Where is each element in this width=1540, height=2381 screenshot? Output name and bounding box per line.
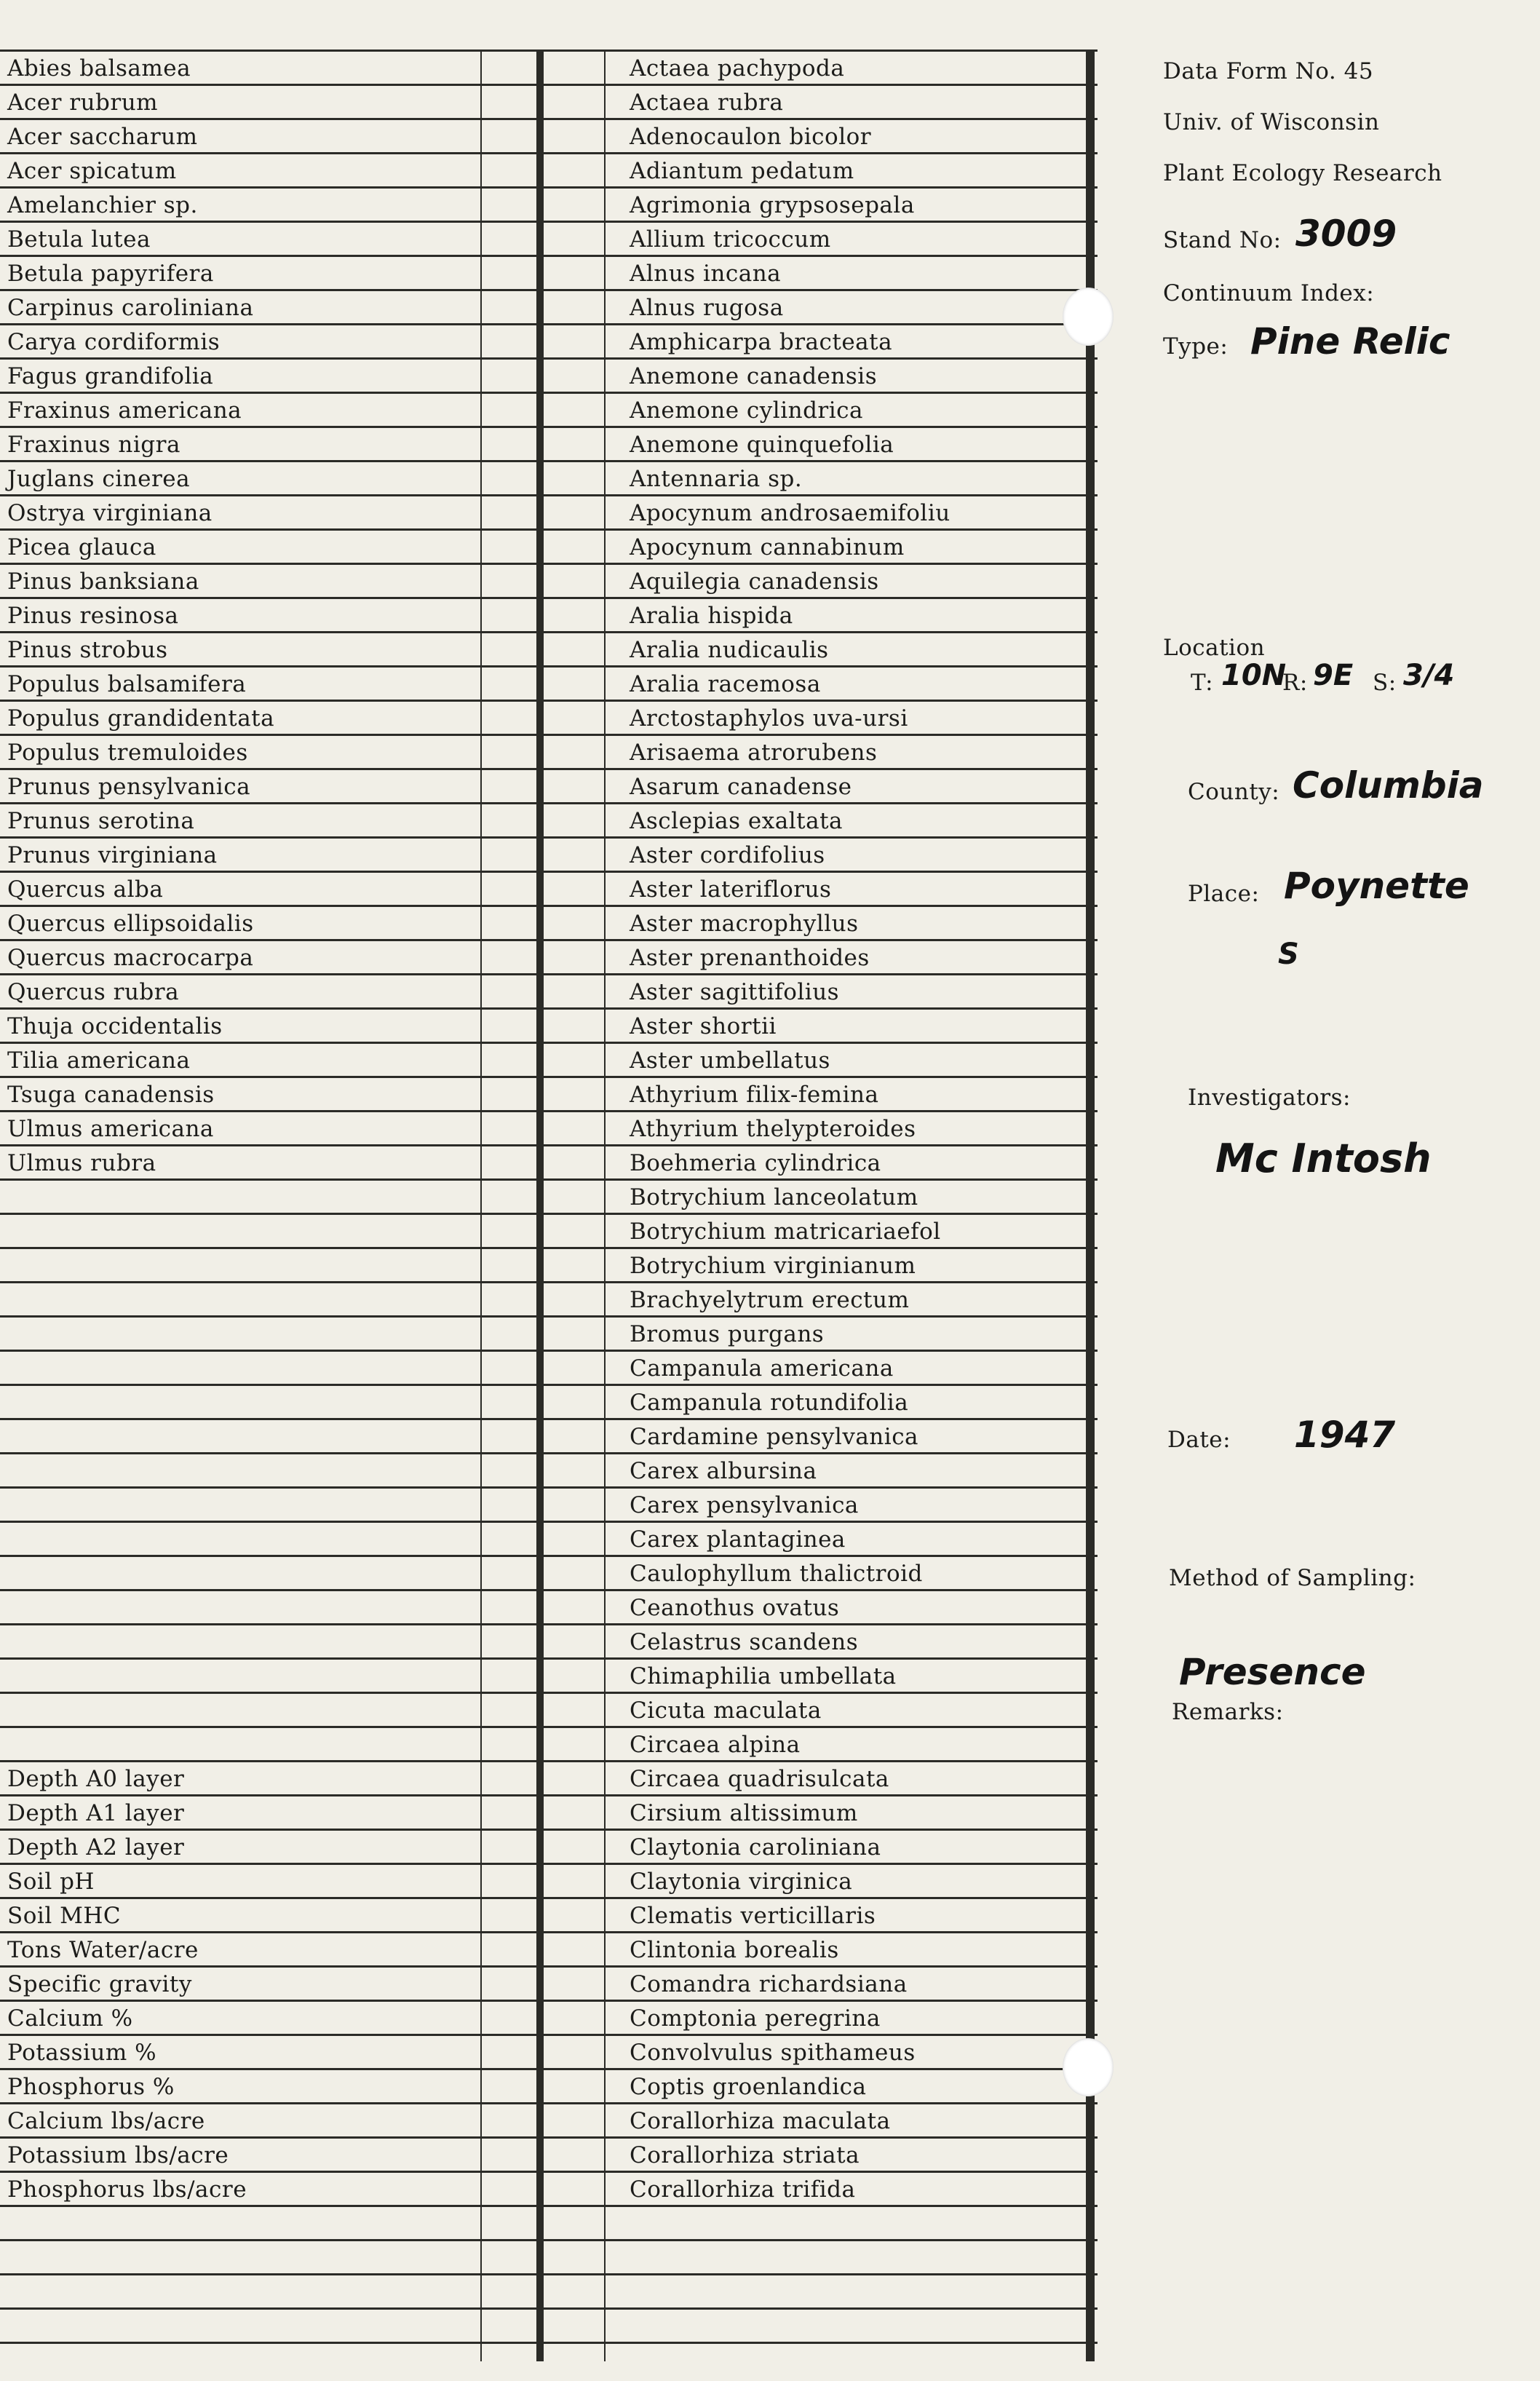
row-rule [0,2102,1098,2104]
species-right-item: Asclepias exaltata [630,808,844,834]
species-left-item: Picea glauca [7,534,156,560]
species-left-item: Tsuga canadensis [7,1082,215,1108]
species-left-item: Quercus ellipsoidalis [7,911,254,937]
species-left-item: Tilia americana [7,1047,191,1074]
row-rule [0,1726,1098,1728]
species-right-item: Carex albursina [630,1458,817,1484]
species-right-item: Aralia racemosa [630,671,821,697]
row-rule [0,221,1098,223]
row-rule [0,1657,1098,1660]
species-left-item: Specific gravity [7,1971,192,1997]
row-rule [0,1178,1098,1181]
species-left-item: Phosphorus % [7,2074,175,2100]
row-rule [0,1110,1098,1112]
row-rule [0,1555,1098,1557]
row-rule [0,460,1098,462]
species-right-item: Anemone cylindrica [630,397,864,424]
row-rule [0,2342,1098,2344]
date-value: 1947 [1294,1414,1396,1456]
species-left-item: Fraxinus americana [7,397,242,424]
species-left-item: Calcium % [7,2005,133,2032]
species-left-item: Quercus macrocarpa [7,945,254,971]
species-right-item: Caulophyllum thalictroid [630,1561,923,1587]
method-value: Presence [1179,1651,1366,1693]
stand-value: 3009 [1295,213,1397,255]
institution: Univ. of Wisconsin [1163,109,1380,135]
row-rule [0,665,1098,667]
species-right-item: Amphicarpa bracteata [630,329,893,355]
species-left-item: Soil MHC [7,1903,122,1929]
row-rule [0,973,1098,975]
species-left-item: Betula papyrifera [7,261,214,287]
species-left-item: Potassium % [7,2040,157,2066]
species-left-item: Populus grandidentata [7,705,275,732]
form-title: Data Form No. 45 [1163,58,1374,84]
row-rule [0,1213,1098,1215]
row-rule [0,1931,1098,1933]
row-rule [0,1486,1098,1489]
species-left-item: Carya cordiformis [7,329,221,355]
binder-hole [1063,288,1114,346]
species-right-item: Anemone canadensis [630,363,878,389]
column-divider-thick [536,49,544,2361]
row-rule [0,939,1098,941]
species-right-item: Aster lateriflorus [630,876,832,903]
species-right-item: Arisaema atrorubens [630,740,878,766]
species-left-item: Tons Water/acre [7,1937,199,1963]
species-left-item: Acer spicatum [7,158,177,184]
place-value-suffix: S [1278,938,1299,971]
species-right-item: Comandra richardsiana [630,1971,908,1997]
row-rule [0,700,1098,702]
species-right-item: Agrimonia grypsosepala [630,192,915,218]
species-right-item: Corallorhiza maculata [630,2108,891,2134]
row-rule [0,2273,1098,2275]
t-value: 10N [1221,659,1287,692]
species-left-item: Pinus banksiana [7,568,199,595]
species-right-item: Aralia hispida [630,603,793,629]
row-rule [0,1829,1098,1831]
continuum-label: Continuum Index: [1163,280,1375,306]
remarks-label: Remarks: [1172,1699,1284,1725]
species-left-item: Ulmus americana [7,1116,214,1142]
species-right-item: Aster umbellatus [630,1047,830,1074]
species-left-item: Fraxinus nigra [7,432,180,458]
species-right-item: Athyrium thelypteroides [630,1116,916,1142]
row-rule [0,84,1098,86]
species-right-item: Chimaphilia umbellata [630,1663,897,1689]
species-right-item: Arctostaphylos uva-ursi [630,705,908,732]
species-left-item: Acer rubrum [7,90,159,116]
species-right-item: Apocynum cannabinum [630,534,905,560]
species-left-item: Calcium lbs/acre [7,2108,205,2134]
species-left-item: Prunus virginiana [7,842,218,868]
row-rule [0,255,1098,257]
species-left-item: Quercus alba [7,876,164,903]
row-rule [0,2239,1098,2241]
investigators-value: Mc Intosh [1215,1136,1432,1181]
row-rule [0,836,1098,839]
row-rule [0,1794,1098,1796]
row-rule [0,1452,1098,1454]
county-value: Columbia [1293,764,1484,807]
column-divider-thick [1086,49,1095,2361]
species-right-item: Celastrus scandens [630,1629,859,1655]
location-label: Location [1163,635,1266,661]
row-rule [0,2136,1098,2139]
row-rule [0,528,1098,531]
row-rule [0,1247,1098,1249]
species-right-item: Botrychium virginianum [630,1253,916,1279]
row-rule [0,802,1098,804]
row-rule [0,2034,1098,2036]
species-left-item: Amelanchier sp. [7,192,198,218]
species-right-item: Aster shortii [630,1013,777,1039]
species-right-item: Alnus rugosa [630,295,784,321]
row-rule [0,357,1098,360]
row-rule [0,871,1098,873]
species-right-item: Aster cordifolius [630,842,825,868]
species-left-item: Prunus serotina [7,808,195,834]
department: Plant Ecology Research [1163,160,1442,186]
species-right-item: Aquilegia canadensis [630,568,879,595]
species-right-item: Adiantum pedatum [630,158,854,184]
row-rule [0,1281,1098,1283]
row-rule [0,1007,1098,1010]
species-right-item: Claytonia caroliniana [630,1834,881,1861]
species-right-item: Botrychium matricariaefol [630,1219,941,1245]
species-right-item: Boehmeria cylindrica [630,1150,881,1176]
species-right-item: Brachyelytrum erectum [630,1287,910,1313]
binder-hole [1063,2038,1114,2096]
s-label: S: [1373,670,1397,696]
row-rule [0,905,1098,907]
stand-label: Stand No: [1163,227,1282,253]
species-right-item: Comptonia peregrina [630,2005,881,2032]
species-right-item: Circaea alpina [630,1732,801,1758]
row-rule [0,1692,1098,1694]
investigators-label: Investigators: [1188,1085,1351,1111]
species-right-item: Cicuta maculata [630,1697,822,1724]
species-right-item: Ceanothus ovatus [630,1595,840,1621]
species-left-item: Ostrya virginiana [7,500,213,526]
species-left-item: Quercus rubra [7,979,180,1005]
species-right-item: Claytonia virginica [630,1869,853,1895]
row-rule [0,494,1098,496]
r-label: R: [1282,670,1308,696]
species-left-item: Soil pH [7,1869,95,1895]
species-right-item: Antennaria sp. [630,466,803,492]
row-rule [0,1760,1098,1762]
species-left-item: Prunus pensylvanica [7,774,251,800]
row-rule [0,563,1098,565]
row-rule [0,426,1098,428]
row-rule [0,289,1098,291]
row-rule [0,1350,1098,1352]
column-divider [604,49,606,2361]
row-rule [0,49,1098,52]
species-right-item: Corallorhiza striata [630,2142,860,2168]
species-left-item: Fagus grandifolia [7,363,214,389]
species-right-item: Cardamine pensylvanica [630,1424,919,1450]
type-value: Pine Relic [1250,320,1450,363]
row-rule [0,1965,1098,1968]
species-right-item: Corallorhiza trifida [630,2176,856,2203]
row-rule [0,392,1098,394]
species-left-item: Betula lutea [7,226,151,253]
row-rule [0,1384,1098,1386]
species-right-item: Adenocaulon bicolor [630,124,872,150]
species-right-item: Bromus purgans [630,1321,825,1347]
species-left-item: Populus tremuloides [7,740,248,766]
species-left-item: Thuja occidentalis [7,1013,223,1039]
r-value: 9E [1313,659,1354,692]
row-rule [0,1623,1098,1625]
species-right-item: Alnus incana [630,261,782,287]
species-right-item: Aster sagittifolius [630,979,840,1005]
species-left-item: Acer saccharum [7,124,198,150]
species-left-item: Pinus strobus [7,637,168,663]
species-right-item: Circaea quadrisulcata [630,1766,889,1792]
row-rule [0,734,1098,736]
species-right-item: Aster macrophyllus [630,911,859,937]
row-rule [0,323,1098,325]
species-left-item: Phosphorus lbs/acre [7,2176,247,2203]
species-left-item: Populus balsamifera [7,671,247,697]
row-rule [0,2171,1098,2173]
place-value: Poynette [1284,865,1469,907]
row-rule [0,1521,1098,1523]
row-rule [0,1315,1098,1318]
species-left-item: Juglans cinerea [7,466,191,492]
species-right-item: Actaea rubra [630,90,784,116]
place-label: Place: [1188,881,1260,907]
species-right-item: Apocynum androsaemifoliu [630,500,950,526]
species-right-item: Actaea pachypoda [630,55,845,82]
row-rule [0,186,1098,189]
species-left-item: Depth A0 layer [7,1766,185,1792]
date-label: Date: [1167,1427,1231,1453]
row-rule [0,1897,1098,1899]
row-rule [0,597,1098,599]
species-left-item: Abies balsamea [7,55,191,82]
species-right-item: Clintonia borealis [630,1937,839,1963]
method-label: Method of Sampling: [1169,1565,1416,1591]
species-right-item: Clematis verticillaris [630,1903,876,1929]
species-left-item: Depth A1 layer [7,1800,185,1826]
county-label: County: [1188,779,1280,805]
species-right-item: Athyrium filix-femina [630,1082,879,1108]
row-rule [0,118,1098,120]
species-right-item: Campanula rotundifolia [630,1390,909,1416]
row-rule [0,768,1098,770]
row-rule [0,1418,1098,1420]
row-rule [0,2307,1098,2310]
species-right-item: Allium tricoccum [630,226,831,253]
row-rule [0,1076,1098,1078]
type-label: Type: [1163,333,1229,360]
species-right-item: Cirsium altissimum [630,1800,858,1826]
species-right-item: Campanula americana [630,1355,894,1382]
row-rule [0,631,1098,633]
row-rule [0,1589,1098,1591]
species-right-item: Convolvulus spithameus [630,2040,916,2066]
species-left-item: Carpinus caroliniana [7,295,254,321]
column-divider [480,49,482,2361]
species-right-item: Asarum canadense [630,774,852,800]
species-right-item: Aralia nudicaulis [630,637,829,663]
species-right-item: Anemone quinquefolia [630,432,894,458]
species-left-item: Potassium lbs/acre [7,2142,229,2168]
row-rule [0,1863,1098,1865]
species-right-item: Botrychium lanceolatum [630,1184,918,1211]
row-rule [0,2068,1098,2070]
species-right-item: Carex plantaginea [630,1526,846,1553]
row-rule [0,2000,1098,2002]
species-right-item: Coptis groenlandica [630,2074,867,2100]
row-rule [0,152,1098,154]
species-right-item: Aster prenanthoides [630,945,870,971]
species-left-item: Depth A2 layer [7,1834,185,1861]
species-left-item: Pinus resinosa [7,603,179,629]
species-left-item: Ulmus rubra [7,1150,156,1176]
row-rule [0,1042,1098,1044]
s-value: 3/4 [1403,659,1455,692]
row-rule [0,1144,1098,1146]
species-right-item: Carex pensylvanica [630,1492,859,1518]
t-label: T: [1191,670,1214,696]
row-rule [0,2205,1098,2207]
